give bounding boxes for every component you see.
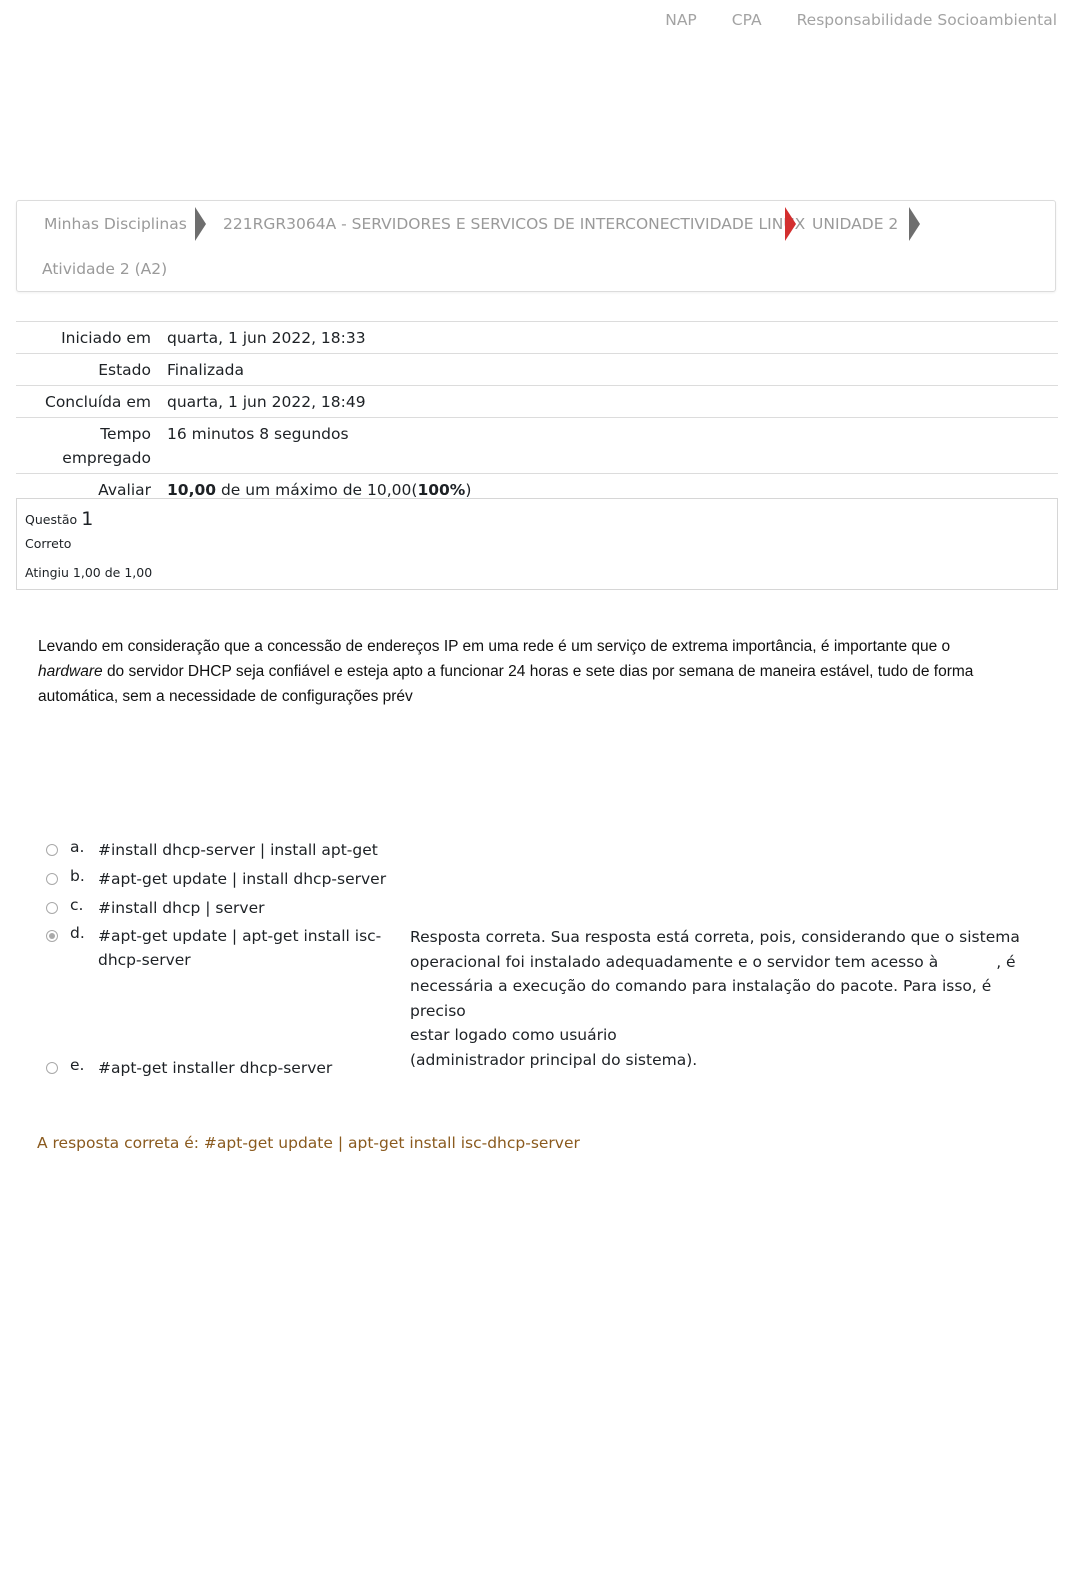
question-label: Questão <box>25 512 78 527</box>
question-text-italic: hardware <box>38 663 103 680</box>
feedback-line: necessária a execução do comando para instalação do pacote. Para isso, é preciso <box>410 977 992 1020</box>
answer-feedback <box>410 925 1035 1072</box>
question-state: Correto <box>25 536 72 551</box>
answer-option-b[interactable] <box>46 867 386 891</box>
attempt-summary-table <box>16 321 1058 505</box>
answer-letter: e. <box>70 1056 85 1074</box>
feedback-line: (administrador principal do sistema). <box>410 1050 698 1069</box>
grade-score: 10,00 <box>167 481 217 499</box>
question-grade: Atingiu 1,00 de 1,00 <box>25 565 153 580</box>
breadcrumb-item-disciplinas[interactable]: Minhas Disciplinas <box>44 215 187 233</box>
breadcrumb-separator-icon <box>785 207 796 241</box>
breadcrumb-item-atividade[interactable]: Atividade 2 (A2) <box>42 260 168 278</box>
summary-row-completed <box>16 385 1058 417</box>
nav-link-cpa[interactable]: CPA <box>731 11 762 29</box>
summary-label: Avaliar <box>98 481 151 499</box>
question-number <box>25 508 93 530</box>
breadcrumb-item-unidade[interactable]: UNIDADE 2 <box>812 215 899 233</box>
summary-value: quarta, 1 jun 2022, 18:33 <box>167 329 366 347</box>
feedback-line: estar logado como usuário <box>410 1026 617 1044</box>
answer-letter: a. <box>70 838 85 856</box>
feedback-line: , é <box>996 952 1016 971</box>
radio-button[interactable] <box>46 1062 58 1074</box>
answer-text: #apt-get installer dhcp-server <box>98 1059 333 1077</box>
answer-option-c[interactable] <box>46 896 264 920</box>
summary-row-state <box>16 353 1058 385</box>
breadcrumb-separator-icon <box>195 207 206 241</box>
question-text <box>38 634 1038 709</box>
question-number-value: 1 <box>81 508 94 530</box>
nav-link-responsabilidade[interactable]: Responsabilidade Socioambiental <box>796 11 1057 29</box>
summary-value: 16 minutos 8 segundos <box>167 425 349 443</box>
summary-label: Concluída em <box>45 393 151 411</box>
answer-text: #install dhcp-server | install apt-get <box>98 841 378 859</box>
radio-button-selected[interactable] <box>46 930 58 942</box>
answer-text: #install dhcp | server <box>98 899 265 917</box>
answer-letter: b. <box>70 867 85 885</box>
feedback-line: Resposta correta. Sua resposta está correta, pois, considerando que o sistema <box>410 928 1020 946</box>
summary-label-line: Tempo <box>100 425 151 443</box>
question-text-part: Levando em consideração que a concessão de endereços IP em uma rede é um serviço de extrema importância, é importante que o <box>38 638 951 655</box>
grade-percent: 100% <box>417 481 466 499</box>
answer-letter: c. <box>70 896 84 914</box>
summary-label: Iniciado em <box>61 329 151 347</box>
radio-button[interactable] <box>46 902 58 914</box>
feedback-line: operacional foi instalado adequadamente e o servidor tem acesso à <box>410 952 939 971</box>
grade-middle: de um máximo de 10,00( <box>220 481 418 499</box>
summary-row-started <box>16 321 1058 353</box>
answer-option-e[interactable] <box>46 1056 332 1080</box>
question-info-box <box>16 498 1058 590</box>
summary-label <box>16 422 167 470</box>
answer-option-a[interactable] <box>46 838 378 862</box>
correct-answer-text: A resposta correta é: #apt-get update | apt-get install isc-dhcp-server <box>37 1134 580 1152</box>
radio-button[interactable] <box>46 873 58 885</box>
breadcrumb-item-course[interactable]: 221RGR3064A - SERVIDORES E SERVICOS DE INTERCONECTIVIDADE LINUX <box>223 215 806 233</box>
question-text-part: do servidor DHCP seja confiável e esteja apto a funcionar 24 horas e sete dias por semana de maneira estável, tudo de forma automática, sem a necessidade de configurações prév <box>38 663 974 705</box>
radio-button[interactable] <box>46 844 58 856</box>
breadcrumb-separator-icon <box>909 207 920 241</box>
answer-letter: d. <box>70 924 85 942</box>
grade-end: ) <box>465 481 472 499</box>
summary-value: quarta, 1 jun 2022, 18:49 <box>167 393 366 411</box>
summary-label: Estado <box>98 361 151 379</box>
summary-value: Finalizada <box>167 361 245 379</box>
answer-text: #apt-get update | apt-get install isc-dhcp-server <box>98 927 382 969</box>
answer-option-d[interactable] <box>46 924 388 972</box>
summary-row-time <box>16 417 1058 473</box>
top-navigation <box>665 11 1057 29</box>
nav-link-nap[interactable]: NAP <box>665 11 697 29</box>
summary-label-line: empregado <box>62 449 151 467</box>
answer-text: #apt-get update | install dhcp-server <box>98 870 387 888</box>
breadcrumb <box>16 200 1056 292</box>
